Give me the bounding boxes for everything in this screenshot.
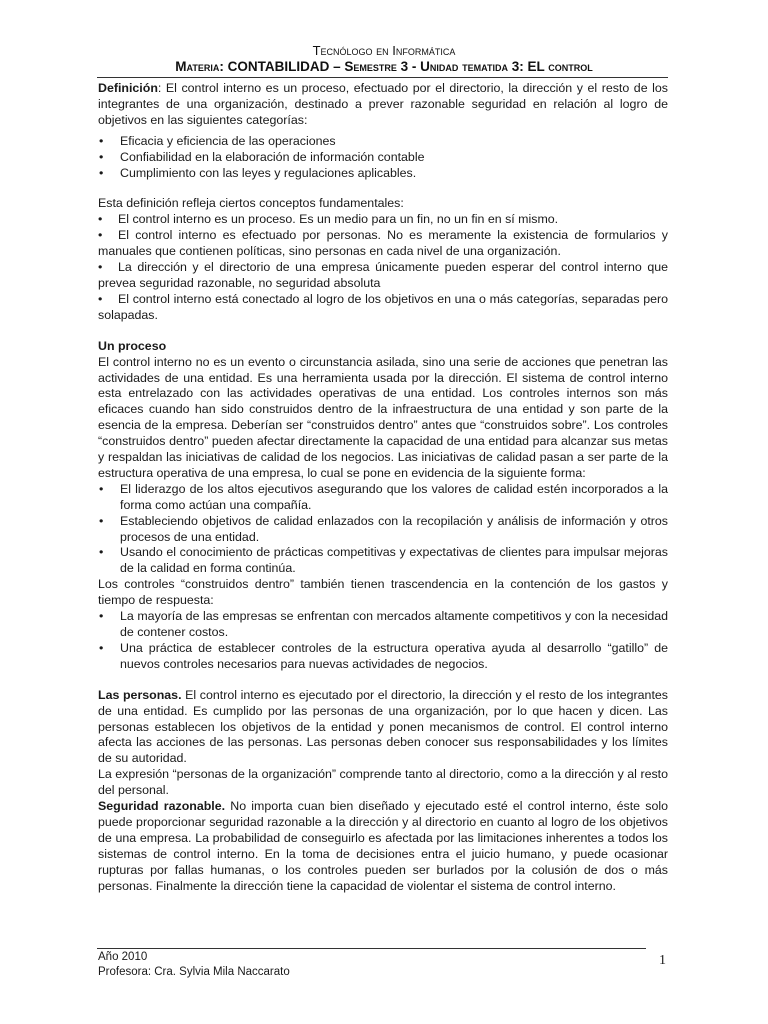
list-item: • Una práctica de establecer controles de la estructura operativa ayuda al desarrollo “gatillo” de nuevos controles necesarios para nuevas actividades de negocios.: [99, 640, 668, 671]
bullet-icon: •: [98, 291, 103, 306]
bullet-icon: •: [98, 260, 103, 275]
proceso-paragraph-2: Los controles “construidos dentro” también tienen trascendencia en la contención de los gastos y tiempo de respuesta:: [98, 577, 668, 608]
list-item: • Cumplimiento con las leyes y regulaciones aplicables.: [99, 165, 417, 180]
proceso-paragraph: El control interno no es un evento o circunstancia asilada, sino una serie de acciones que penetran las actividades de una entidad. Es una herramienta usada por la dirección. El sistema de control interno esta entrelazado con las actividades operativas de una entidad. Los controles internos son más eficaces cuando han sido construidos dentro de la infraestructura de una entidad y son parte de la esencia de la empresa. Deberían ser “construidos dentro” antes que “construidos sobre”. Los controles “construidos dentro” pueden afectar directamente la capacidad de una entidad para alcanzar sus metas y respaldan las iniciativas de calidad de los negocios. Las iniciativas de calidad pasan a ser parte de la estructura operativa de una empresa, lo cual se pone en evidencia de la siguiente forma:: [98, 354, 668, 480]
quality-initiatives-list: [98, 482, 668, 577]
concept-item: • El control interno está conectado al logro de los objetivos en una o más categorías, separadas pero solapadas.: [98, 291, 668, 322]
cost-response-list: [98, 609, 668, 673]
list-item: • Estableciendo objetivos de calidad enlazados con la recopilación y análisis de información y otros procesos de una entidad.: [99, 513, 668, 544]
footer-professor: Profesora: Cra. Sylvia Mila Naccarato: [98, 966, 290, 978]
definition-paragraph: [98, 81, 668, 129]
list-item: • El liderazgo de los altos ejecutivos asegurando que los valores de calidad estén incorporados a la forma como actúan una compañía.: [99, 481, 668, 512]
bullet-icon: •: [98, 212, 103, 227]
concept-item: • El control interno es efectuado por personas. No es meramente la existencia de formularios y manuales que contienen políticas, sino personas en cada nivel de una organización.: [98, 228, 668, 259]
header-subject-title: Materia: CONTABILIDAD – Semestre 3 - Unidad tematida 3: EL control: [175, 59, 593, 74]
bullet-icon: •: [99, 513, 104, 528]
page-number: 1: [659, 953, 666, 968]
bullet-icon: •: [99, 133, 104, 148]
definition-label: Definición: [98, 81, 158, 95]
bullet-icon: •: [99, 149, 104, 164]
personas-paragraph: Las personas. El control interno es ejecutado por el directorio, la dirección y el resto de los integrantes de una entidad. Es cumplido por las personas de una organización, por lo que hacen y dicen. Las personas establecen los objetivos de la entidad y ponen mecanismos de control. El control interno afecta las acciones de las personas. Las personas deben conocer sus responsabilidades y los límites de su autoridad.: [98, 687, 668, 766]
section-heading-personas: Las personas.: [98, 687, 182, 702]
personas-paragraph-2: La expresión “personas de la organización” comprende tanto al directorio, como a la dirección y al resto del personal.: [98, 767, 668, 798]
header-program-title: Tecnólogo en Informática: [312, 43, 456, 58]
list-item: • La mayoría de las empresas se enfrentan con mercados altamente competitivos y con la necesidad de contener costos.: [99, 609, 668, 639]
objective-categories-list: [98, 134, 668, 182]
bullet-icon: •: [99, 609, 104, 624]
bullet-icon: •: [99, 165, 104, 180]
list-item: • Confiabilidad en la elaboración de información contable: [99, 149, 425, 164]
document-body: [98, 81, 668, 895]
bullet-icon: •: [99, 640, 104, 655]
footer-year: Año 2010: [98, 951, 148, 963]
bullet-icon: •: [99, 481, 104, 496]
concept-item: • La dirección y el directorio de una empresa únicamente pueden esperar del control interno que prevea seguridad razonable, no seguridad absoluta: [98, 260, 668, 290]
list-item: • Usando el conocimiento de prácticas competitivas y expectativas de clientes para impulsar mejoras de la calidad en forma continúa.: [99, 545, 668, 576]
bullet-icon: •: [99, 545, 104, 560]
section-heading-proceso: Un proceso: [98, 338, 167, 353]
bullet-icon: •: [98, 228, 103, 243]
concepts-intro: Esta definición refleja ciertos conceptos fundamentales:: [98, 196, 404, 211]
header-divider: [97, 77, 668, 78]
seguridad-paragraph: Seguridad razonable. No importa cuan bien diseñado y ejecutado esté el control interno, éste solo puede proporcionar seguridad razonable a la dirección y al directorio en cuanto al logro de los objetivos de una empresa. La probabilidad de conseguirlo es afectada por las limitaciones inherentes a todos los sistemas de control interno. En la toma de decisiones entra el juicio humano, y puede ocasionar rupturas por fallas humanas, o los controles pueden ser burlados por la colusión de dos o más personas. Finalmente la dirección tiene la capacidad de violentar el sistema de control interno.: [98, 799, 668, 893]
section-heading-seguridad: Seguridad razonable.: [98, 799, 226, 814]
concept-item: • El control interno es un proceso. Es un medio para un fin, no un fin en sí mismo.: [98, 212, 559, 227]
list-item: • Eficacia y eficiencia de las operaciones: [99, 133, 336, 148]
definition-text: : El control interno es un proceso, efectuado por el directorio, la dirección y el resto de los integrantes de una organización, destinado a prever razonable seguridad en relación al logro de objetivos en las siguientes categorías:: [98, 81, 668, 127]
footer-divider: [97, 948, 646, 949]
